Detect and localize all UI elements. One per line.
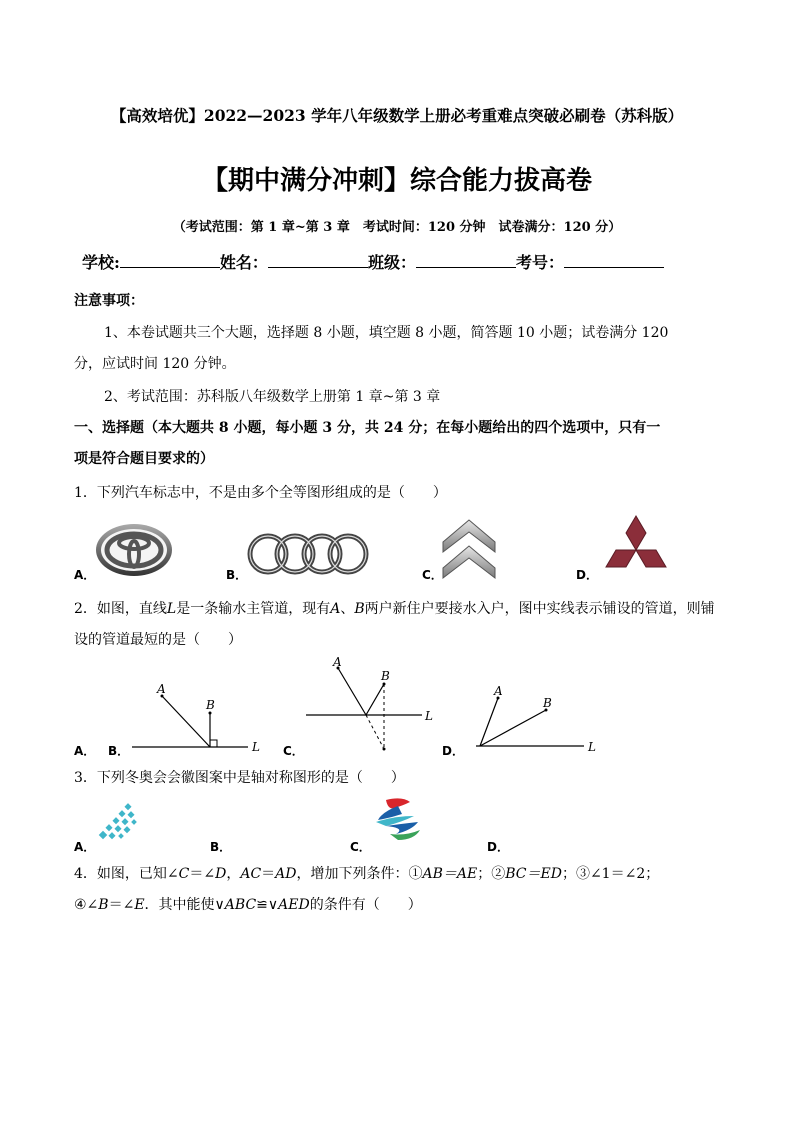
name-label: 姓名：: [219, 253, 268, 272]
q1-option-c-label[interactable]: C．: [422, 568, 443, 582]
q2-stem-cont: 设的管道最短的是（ ）: [74, 632, 242, 648]
q2-option-b-label[interactable]: B．: [108, 744, 130, 758]
q2-figure-b: [128, 680, 268, 756]
olympic-emblem-a-icon[interactable]: [96, 800, 142, 844]
school-blank[interactable]: [120, 253, 220, 268]
q2-figure-c: [304, 652, 444, 756]
q3-option-d-label[interactable]: D．: [487, 840, 509, 854]
class-blank[interactable]: [416, 253, 516, 268]
mitsubishi-logo-icon[interactable]: [600, 514, 672, 578]
q2-c-label-a: A: [333, 655, 342, 669]
olympic-emblem-c-icon[interactable]: [372, 794, 424, 844]
q2-option-c-label[interactable]: C．: [283, 744, 304, 758]
page-title: 【期中满分冲刺】综合能力拔高卷: [201, 166, 592, 196]
q2-c-label-b: B: [381, 669, 390, 683]
q2-d-label-b: B: [543, 696, 552, 710]
q1-option-d-label[interactable]: D．: [576, 568, 598, 582]
notes-heading: 注意事项：: [74, 293, 144, 309]
q4-stem: 4．如图，已知∠C＝∠D，AC＝AD，增加下列条件：①AB＝AE；②BC＝ED；③∠1＝∠2；: [74, 866, 660, 882]
q2-stem: 2．如图，直线L是一条输水主管道，现有A、B两户新住户要接水入户，图中实线表示铺设的管道，则铺: [74, 601, 715, 617]
exam-subtitle: （考试范围：第 1 章~第 3 章 考试时间：120 分钟 试卷满分：120 分）: [172, 220, 622, 235]
q2-option-a-label[interactable]: A．: [74, 744, 96, 758]
q2-c-label-l: L: [425, 709, 433, 723]
q3-stem: 3．下列冬奥会会徽图案中是轴对称图形的是（ ）: [74, 770, 405, 786]
note-item-1-cont: 分，应试时间 120 分钟。: [74, 356, 236, 372]
q2-d-label-l: L: [588, 740, 596, 754]
q3-option-b-label[interactable]: B．: [210, 840, 232, 854]
exam-no-label: 考号：: [515, 253, 564, 272]
note-item-1: 1、本卷试题共三个大题，选择题 8 小题，填空题 8 小题，简答题 10 小题；试卷满分 120: [104, 325, 669, 341]
citroen-logo-icon[interactable]: [441, 516, 497, 580]
note-item-2: 2、考试范围：苏科版八年级数学上册第 1 章~第 3 章: [104, 389, 441, 405]
class-label: 班级：: [367, 253, 416, 272]
header-line: 【高效培优】2022—2023 学年八年级数学上册必考重难点突破必刷卷（苏科版）: [110, 106, 684, 125]
q1-stem: 1．下列汽车标志中，不是由多个全等图形组成的是（ ）: [74, 485, 447, 501]
exam-no-blank[interactable]: [564, 253, 664, 268]
q4-stem-cont: ④∠B＝∠E．其中能使∨ABC≌∨AED的条件有（ ）: [74, 897, 422, 913]
section-1-heading-cont: 项是符合题目要求的）: [74, 451, 214, 467]
name-blank[interactable]: [268, 253, 368, 268]
q3-option-a-label[interactable]: A．: [74, 840, 96, 854]
q3-option-c-label[interactable]: C．: [350, 840, 371, 854]
q2-d-label-a: A: [494, 684, 503, 698]
toyota-logo-icon[interactable]: [94, 522, 174, 578]
section-1-heading: 一、选择题（本大题共 8 小题，每小题 3 分，共 24 分；在每小题给出的四个选项中，只有一: [74, 420, 661, 436]
q2-b-label-a: A: [157, 682, 166, 696]
q1-option-b-label[interactable]: B．: [226, 568, 248, 582]
audi-logo-icon[interactable]: [246, 530, 370, 578]
school-label: 学校:: [82, 253, 120, 272]
q2-b-label-b: B: [206, 698, 215, 712]
q2-b-label-l: L: [252, 740, 260, 754]
q2-option-d-label[interactable]: D．: [442, 744, 464, 758]
student-info: [82, 250, 664, 273]
q1-option-a-label[interactable]: A．: [74, 568, 96, 582]
q2-figure-d: [472, 680, 612, 756]
